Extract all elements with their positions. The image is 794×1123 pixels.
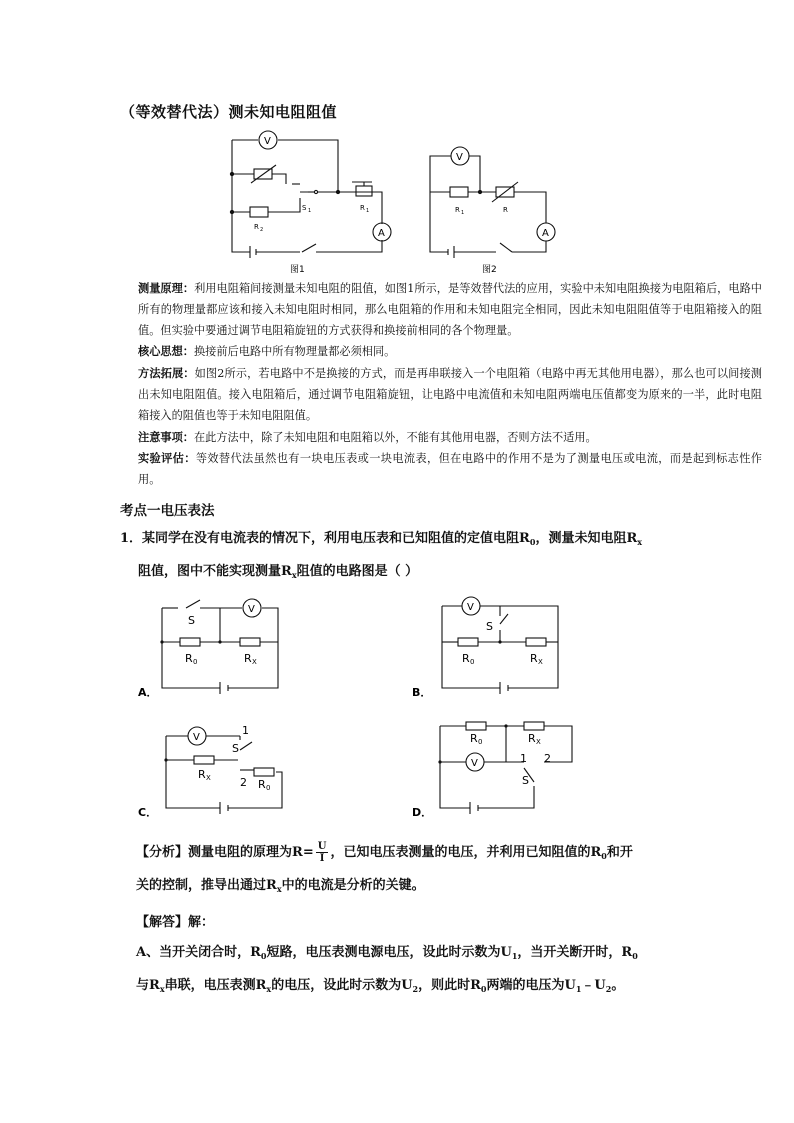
d-label-2: 2: [544, 752, 551, 765]
fig2-ammeter-label: A: [542, 228, 549, 239]
fig1-caption: 图1: [290, 265, 305, 275]
c-label-2: 2: [240, 776, 247, 789]
question-line-1: 1．某同学在没有电流表的情况下，利用电压表和已知阻值的定值电阻$R_0$，测量未知电阻$R_x$: [120, 531, 643, 547]
question-line-2: 阻值，图中不能实现测量$R_x$阻值的电路图是（ ）: [138, 564, 419, 580]
svg-text:X: X: [538, 658, 543, 666]
answer-line-1: A、当开关闭合时，$R_0$短路，电压表测电源电压，设此时示数为$U_1$，当开关断开时，$R_0$: [136, 945, 638, 961]
svg-text:X: X: [252, 658, 257, 666]
fig1-r1-label: R: [360, 204, 365, 212]
b-r0-label: R: [462, 652, 470, 665]
circuit-a: [162, 599, 278, 694]
b-rx-label: R: [530, 652, 538, 665]
section-heading: 考点一电压表法: [120, 503, 215, 519]
circuit-c: [166, 727, 282, 814]
d-switch-label: S: [522, 774, 529, 787]
c-label-1: 1: [242, 724, 249, 737]
question-1: [120, 524, 680, 590]
answer-block: [136, 908, 736, 1004]
svg-text:0: 0: [193, 658, 198, 666]
svg-text:0: 0: [478, 738, 483, 746]
a-voltmeter-label: V: [248, 604, 255, 615]
para-notes: 注意事项：在此方法中，除了未知电阻和电阻箱以外，不能有其他用电器，否则方法不适用。: [138, 429, 597, 444]
fig1-s1-sub: 1: [308, 208, 312, 214]
d-voltmeter-label: V: [471, 758, 478, 769]
a-rx-label: R: [244, 652, 252, 665]
figure-2-circuit: [430, 147, 555, 258]
option-a-letter[interactable]: A．: [138, 686, 158, 699]
analysis-line-1: 【分析】测量电阻的原理为R= $\frac{U}{I}$ ，已知电压表测量的电压，并利用已知阻值的$R_0$和开: [136, 841, 633, 864]
c-voltmeter-label: V: [193, 732, 200, 743]
fig1-s1-label: S: [302, 204, 307, 212]
figure-1-circuit: [230, 131, 391, 258]
option-b-letter[interactable]: B．: [412, 686, 432, 699]
a-r0-label: R: [185, 652, 193, 665]
fig2-caption: 图2: [482, 265, 497, 275]
fig1-ammeter-label: A: [378, 228, 385, 239]
para-core-idea: 核心思想：换接前后电路中所有物理量都必须相同。: [138, 344, 396, 359]
fraction-u-over-i: $\frac{U}{I}$: [317, 841, 327, 864]
option-c-letter[interactable]: C．: [138, 806, 158, 819]
fig2-r1-sub: 1: [461, 210, 465, 216]
b-voltmeter-label: V: [467, 602, 474, 613]
fig2-r1-label: R: [455, 206, 460, 214]
d-r0-label: R: [470, 732, 478, 745]
method-paragraphs: [138, 278, 762, 491]
answer-line-2: 与$R_x$串联，电压表测$R_x$的电压，设此时示数为$U_2$，则此时$R_0$两端的电压为$U_1﹣U_2$。: [136, 978, 625, 994]
fig2-r-label: R: [503, 206, 508, 214]
circuit-d: [440, 722, 572, 814]
b-switch-label: S: [486, 620, 493, 633]
circuit-b: [442, 597, 558, 694]
a-switch-label: S: [188, 614, 195, 627]
d-label-1: 1: [520, 752, 527, 765]
fig1-r1-sub: 1: [366, 208, 370, 214]
answer-heading: 【解答】解：: [136, 915, 215, 930]
fig1-voltmeter-label: V: [264, 136, 271, 147]
option-circuits: [130, 590, 590, 820]
svg-text:X: X: [536, 738, 541, 746]
c-rx-label: R: [198, 768, 206, 781]
svg-text:0: 0: [470, 658, 475, 666]
fig1-r2-label: R: [254, 223, 259, 231]
figure-1-and-2: [220, 122, 560, 278]
para-evaluation: 实验评估：等效替代法虽然也有一块电压表或一块电流表，但在电路中的作用不是为了测量电压或电流，而是起到标志性作用。: [138, 451, 762, 487]
svg-text:X: X: [206, 774, 211, 782]
svg-text:0: 0: [266, 784, 271, 792]
c-r0-label: R: [258, 778, 266, 791]
para-extension: 方法拓展：如图2所示，若电路中不是换接的方式，而是再串联接入一个电阻箱（电路中再无其他用电器），那么也可以间接测出未知电阻阻值。接入电阻箱后，通过调节电阻箱旋钮，让电路中电流值和未知电阻两端电压值都变为原来的一半，此时电阻箱接入的阻值也等于未知电阻阻值。: [138, 366, 762, 422]
analysis-block: [136, 838, 736, 904]
fig1-r2-sub: 2: [260, 227, 264, 233]
c-switch-label: S: [232, 742, 239, 755]
d-rx-label: R: [528, 732, 536, 745]
option-d-letter[interactable]: D．: [412, 806, 433, 819]
para-principle: 测量原理：利用电阻箱间接测量未知电阻的阻值，如图1所示，是等效替代法的应用，实验中未知电阻换接为电阻箱后，电路中所有的物理量都应该和接入未知电阻时相同，那么电阻箱的作用和未知电阻完全相同，因此未知电阻阻值等于电阻箱接入的阻值。但实验中要通过调节电阻箱旋钮的方式获得和换接前相同的各个物理量。: [138, 281, 762, 337]
page-title: （等效替代法）测未知电阻阻值: [120, 103, 338, 121]
fig2-voltmeter-label: V: [456, 152, 463, 163]
analysis-line-2: 关的控制，推导出通过$R_x$中的电流是分析的关键。: [136, 878, 425, 894]
